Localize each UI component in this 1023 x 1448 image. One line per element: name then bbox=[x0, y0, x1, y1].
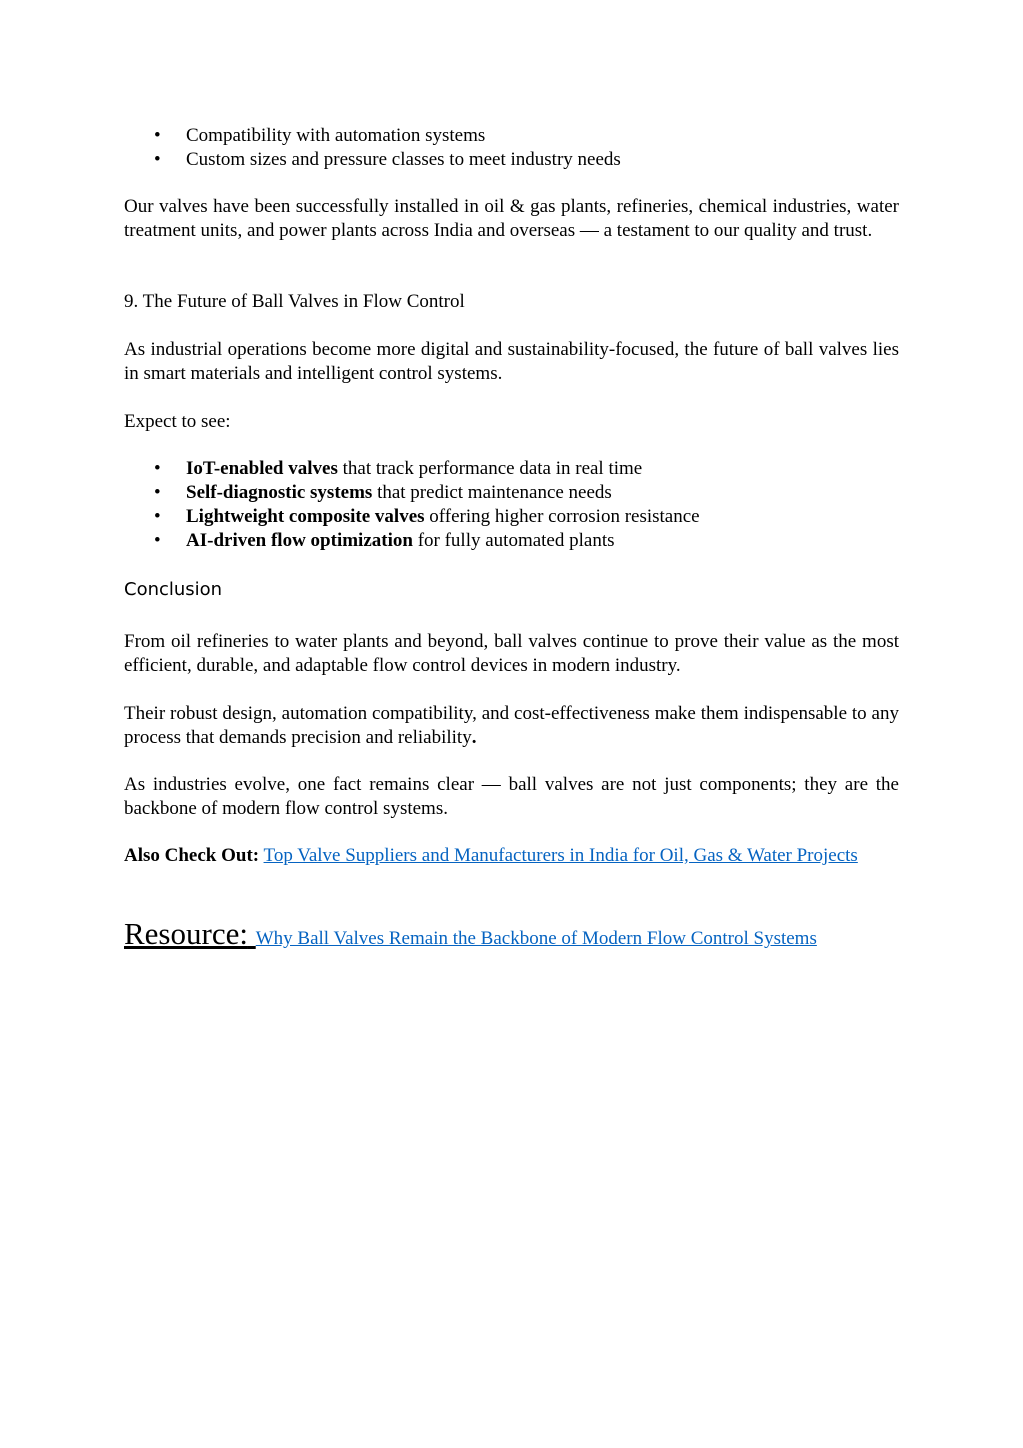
also-check-out bbox=[124, 844, 899, 868]
paragraph-installed: Our valves have been successfully installed in oil & gas plants, refineries, chemical industries, water treatment units, and power plants across India and overseas — a testament to our quality and trust. bbox=[124, 196, 899, 241]
paragraph-text: Their robust design, automation compatibility, and cost-effectiveness make them indispensable to any process that demands precision and reliability bbox=[124, 703, 899, 748]
item-text: that predict maintenance needs bbox=[372, 482, 612, 503]
item-bold: AI-driven flow optimization bbox=[186, 530, 413, 551]
list-item bbox=[124, 481, 899, 505]
item-bold: Self-diagnostic systems bbox=[186, 482, 373, 503]
resource-label: Resource: bbox=[124, 916, 248, 951]
item-text: for fully automated plants bbox=[412, 530, 615, 551]
resource-line bbox=[124, 916, 924, 952]
paragraph-conclusion-1: From oil refineries to water plants and beyond, ball valves continue to prove their value as the most efficient, durable, and adaptable flow control devices in modern industry. bbox=[124, 631, 899, 676]
paragraph-conclusion-2 bbox=[124, 702, 899, 750]
list-item bbox=[124, 457, 899, 481]
list-item: • Custom sizes and pressure classes to meet industry needs bbox=[124, 148, 899, 172]
list-item: • Compatibility with automation systems bbox=[124, 124, 899, 148]
also-label: Also Check Out: bbox=[124, 845, 260, 866]
expect-text: Expect to see: bbox=[124, 411, 231, 432]
conclusion-heading: Conclusion bbox=[124, 579, 223, 600]
paragraph-future: As industrial operations become more digital and sustainability-focused, the future of ball valves lies in smart materials and intelligent control systems. bbox=[124, 339, 899, 384]
item-text: that track performance data in real time bbox=[337, 458, 643, 479]
item-bold: Lightweight composite valves bbox=[186, 506, 425, 527]
list-item bbox=[124, 505, 899, 529]
top-bullet-list bbox=[124, 124, 899, 172]
item-bold: IoT-enabled valves bbox=[186, 458, 338, 479]
also-check-out-link[interactable]: Top Valve Suppliers and Manufacturers in India for Oil, Gas & Water Projects bbox=[263, 845, 858, 866]
list-item bbox=[124, 529, 899, 553]
future-bullet-list bbox=[124, 457, 899, 553]
paragraph-conclusion-3: As industries evolve, one fact remains clear — ball valves are not just components; they are the backbone of modern flow control systems. bbox=[124, 774, 899, 819]
section-heading: 9. The Future of Ball Valves in Flow Control bbox=[124, 291, 465, 312]
paragraph-period: . bbox=[471, 727, 477, 748]
item-text: offering higher corrosion resistance bbox=[424, 506, 700, 527]
resource-link[interactable]: Why Ball Valves Remain the Backbone of Modern Flow Control Systems bbox=[255, 928, 817, 949]
